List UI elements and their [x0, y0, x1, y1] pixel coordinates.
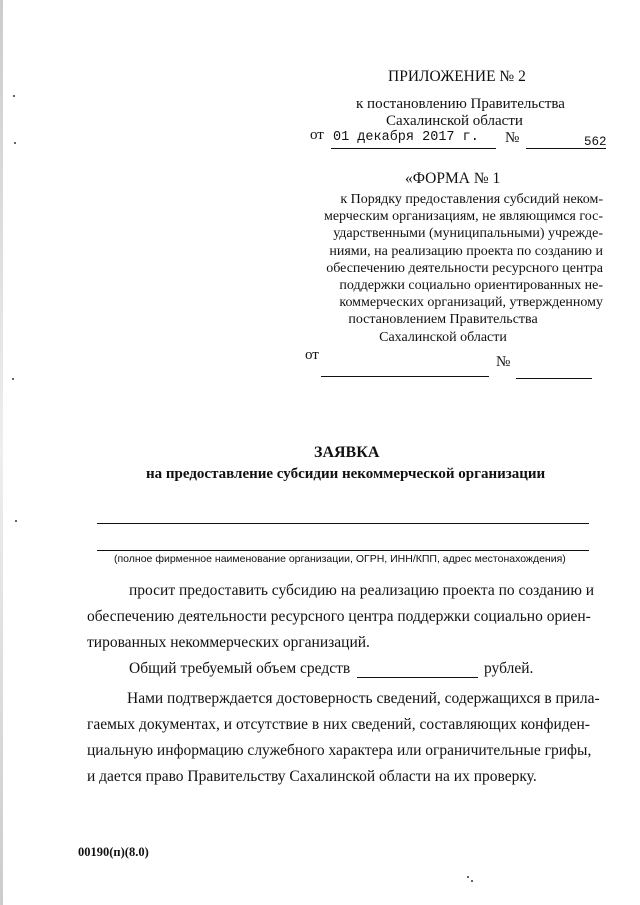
form-line: постановлением Правительства — [348, 312, 538, 328]
form-line: к Порядку предоставления субсидий неком- — [340, 192, 603, 207]
form-line: обеспечению деятельности ресурсного центра — [326, 260, 603, 276]
form-line: ударственными (муниципальными) учрежде- — [333, 226, 603, 242]
application-title: ЗАЯВКА — [314, 444, 380, 461]
form-number-blank — [516, 378, 592, 379]
paragraph-line: обеспечению деятельности ресурсного центра поддержки социально ориен- — [87, 608, 591, 625]
form-title: «ФОРМА № 1 — [405, 170, 501, 187]
form-line: мерческим организациям, не являющимся гос- — [323, 209, 603, 225]
form-number-sign: № — [496, 354, 511, 370]
amount-blank — [357, 677, 478, 678]
paragraph-line: и дается право Правительству Сахалинской области на их проверку. — [87, 768, 537, 785]
amount-label: Общий требуемый объем средств — [129, 660, 351, 677]
form-line: ниями, на реализацию проекта по созданию и — [329, 243, 603, 259]
confirmation-paragraph — [87, 686, 600, 790]
appendix-resolution-line: к постановлению Правительства — [356, 96, 565, 112]
paragraph-line: гаемых документах, и отсутствие в них сведений, составляющих конфиден- — [87, 716, 590, 733]
request-paragraph — [87, 578, 595, 656]
appendix-region-line: Сахалинской области — [386, 113, 523, 129]
application-subtitle: на предоставление субсидии некоммерческой организации — [146, 466, 546, 482]
organization-field-caption: (полное фирменное наименование организации, ОГРН, ИНН/КПП, адрес местонахождения) — [114, 553, 566, 565]
paragraph-line: тированных некоммерческих организаций. — [87, 634, 370, 651]
paragraph-line: Нами подтверждается достоверность сведений, содержащихся в прила- — [127, 690, 600, 707]
form-line: поддержки социально ориентированных не- — [339, 278, 603, 294]
organization-name-blank-2 — [97, 550, 589, 551]
form-line: коммерческих организаций, утвержденному — [339, 295, 603, 311]
form-line: Сахалинской области — [379, 329, 507, 345]
organization-name-blank-1 — [97, 523, 589, 524]
paragraph-line: просит предоставить субсидию на реализацию проекта по созданию и — [129, 582, 595, 599]
document-code: 00190(п)(8.0) — [78, 845, 149, 859]
paragraph-line: циальную информацию служебного характера или ограничительные грифы, — [87, 742, 592, 759]
appendix-number-sign: № — [505, 130, 520, 146]
appendix-date-underline — [331, 148, 496, 149]
form-from-label: от — [305, 347, 319, 363]
appendix-number-underline — [526, 148, 606, 149]
appendix-from-label: от — [310, 127, 324, 143]
form-date-blank — [321, 376, 489, 377]
amount-unit: рублей. — [484, 660, 534, 677]
scan-edge — [0, 0, 3, 905]
appendix-title: ПРИЛОЖЕНИЕ № 2 — [388, 68, 526, 85]
appendix-number: 562 — [584, 135, 607, 149]
form-description — [283, 191, 603, 346]
appendix-date: 01 декабря 2017 г. — [333, 130, 479, 145]
